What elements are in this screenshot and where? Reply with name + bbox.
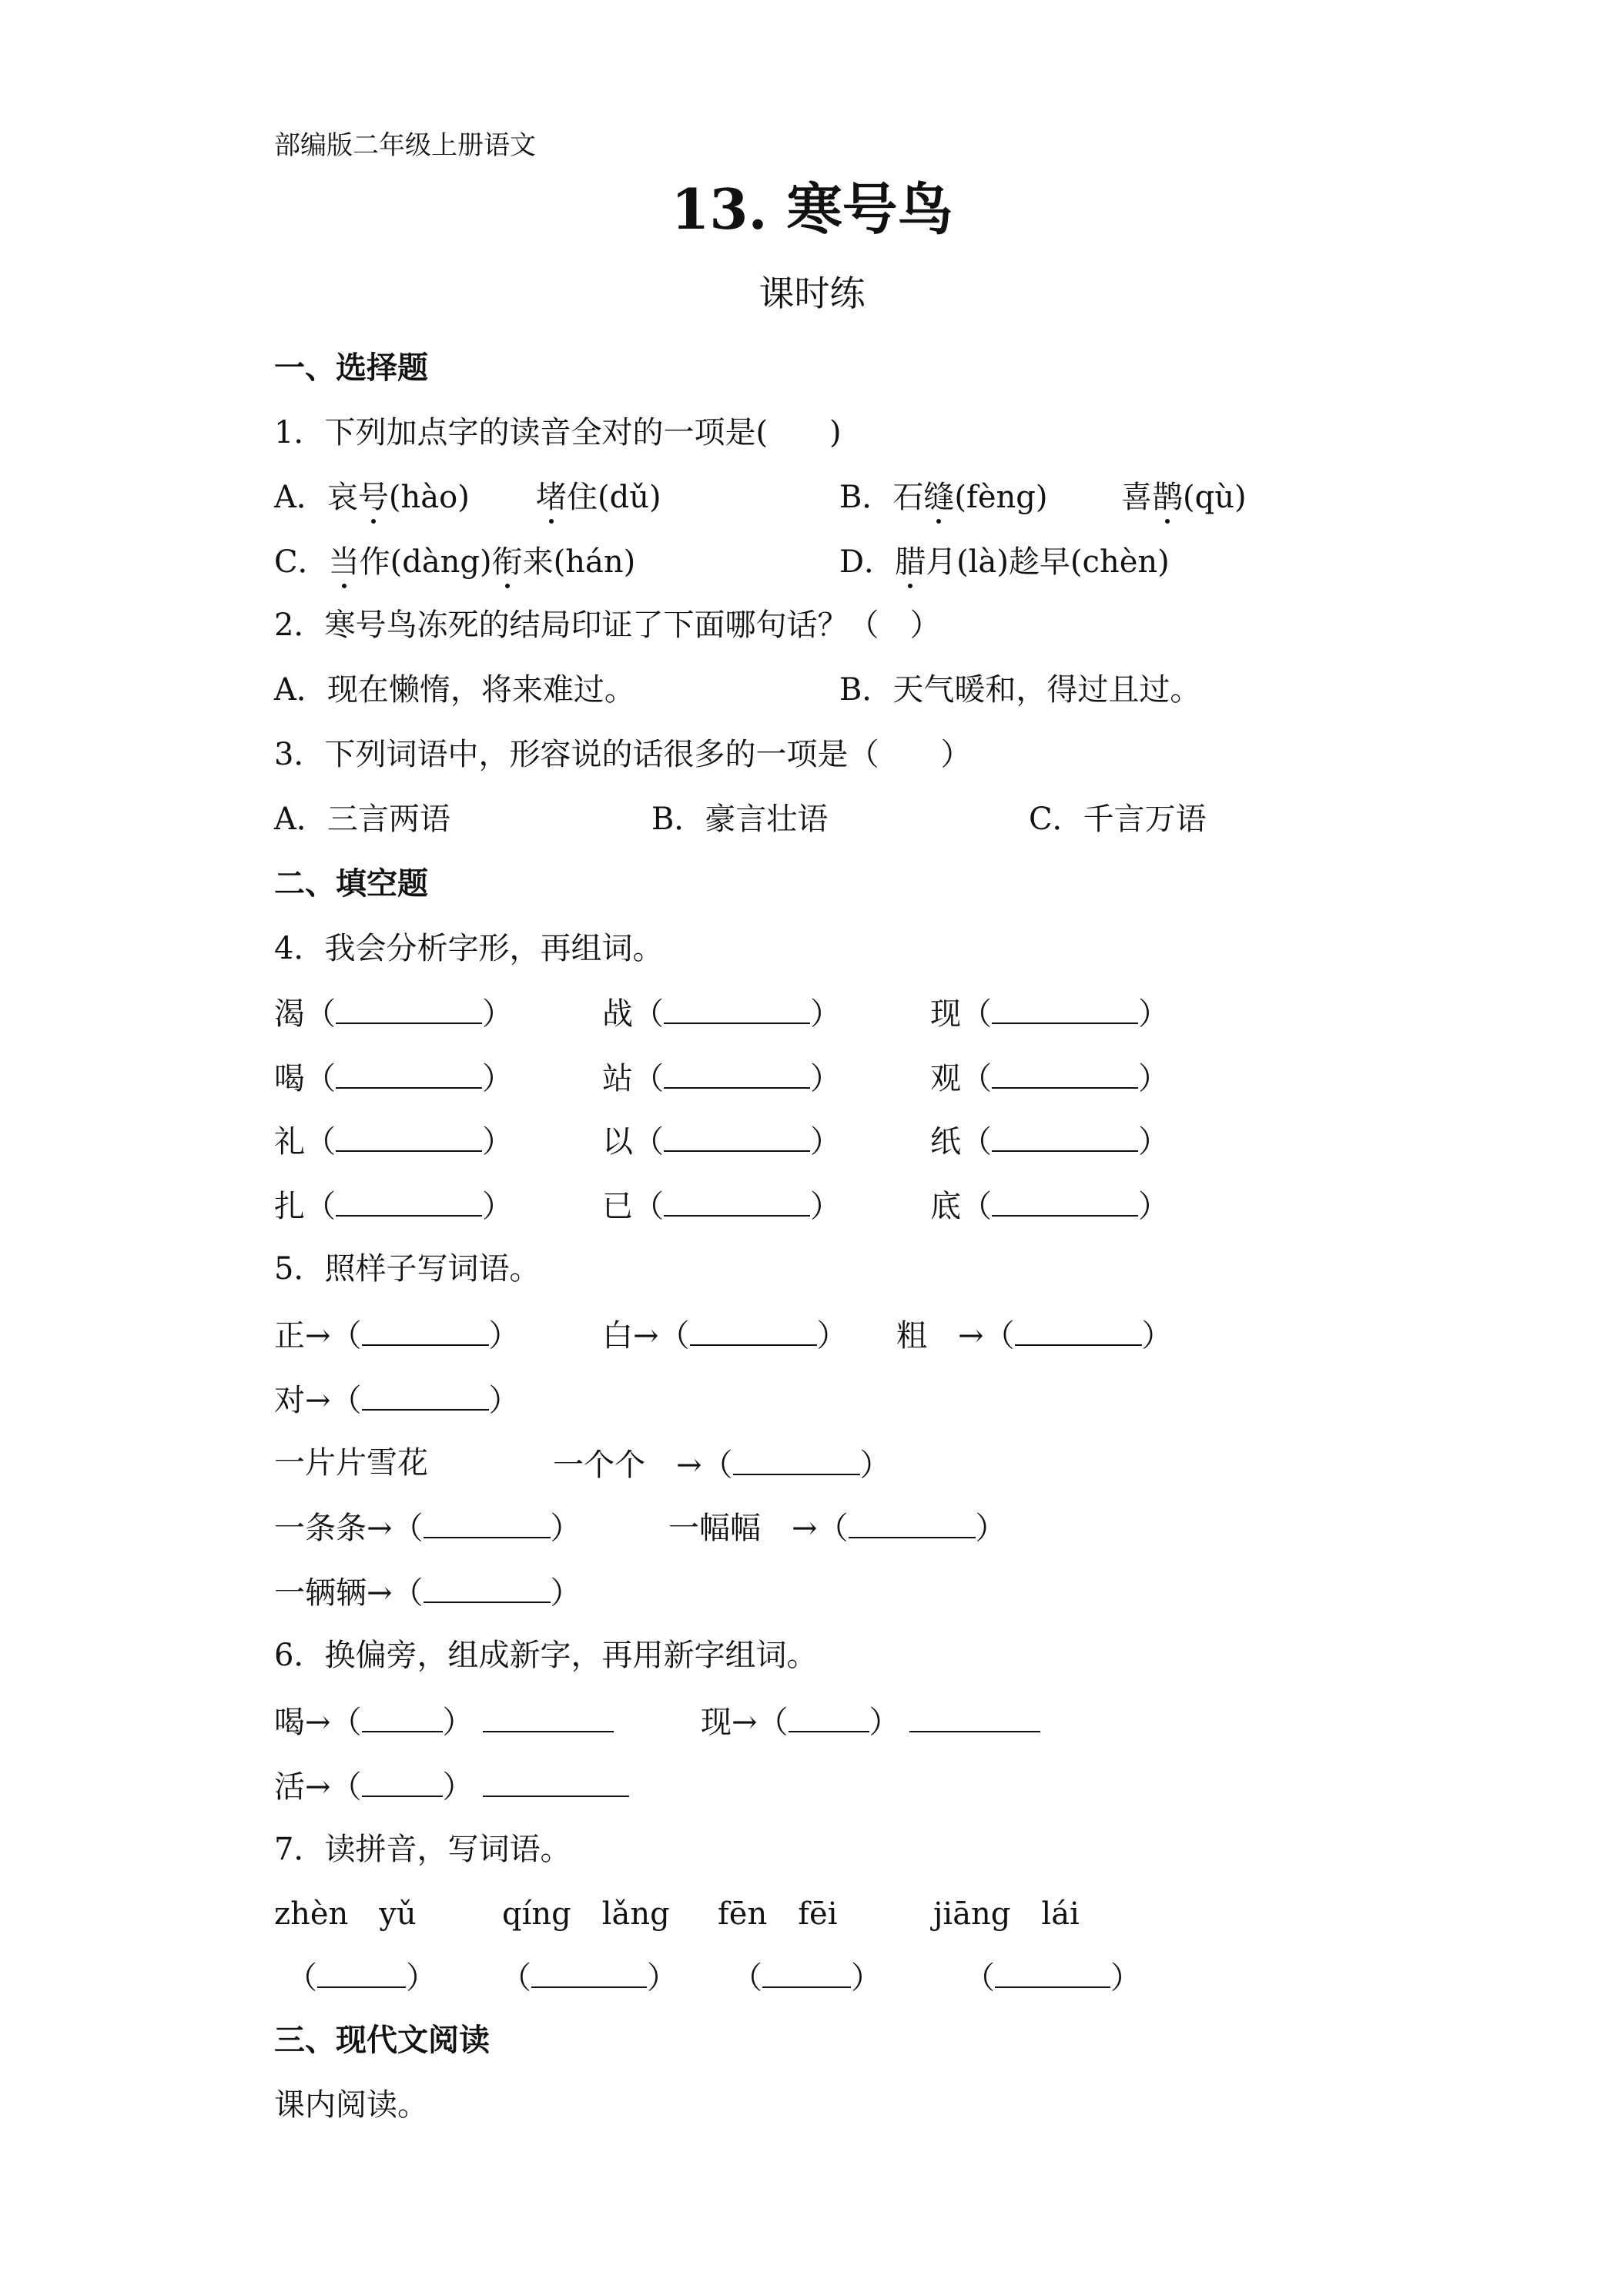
question-3-option-c: C．千言万语 [1029,802,1207,837]
section-fill-heading: 二、填空题 [274,866,428,902]
answer-blank[interactable] [995,1960,1110,1988]
answer-blank[interactable] [317,1960,406,1988]
answer-blank[interactable] [664,1189,810,1217]
question-1-option-d: D．腊月(là)趁早(chèn) [839,544,1170,580]
q5-item: 对→（ ） [274,1383,520,1418]
question-1-option-b: B．石缝(fèng) [839,480,1048,515]
question-5-stem: 5．照样子写词语。 [274,1251,541,1287]
question-1-option-c: C．当作(dàng)衔来(hán) [274,544,636,580]
question-6-stem: 6．换偏旁，组成新字，再用新字组词。 [274,1638,818,1673]
question-2-stem: 2．寒号鸟冻死的结局印证了下面哪句话？（ ） [274,607,941,643]
question-1-option-a-word2: 堵住(dǔ) [536,480,661,515]
answer-blank[interactable] [789,1705,869,1732]
q4-item: 礼（ ） [274,1124,513,1160]
q4-item: 底（ ） [930,1189,1169,1224]
pinyin-1: zhèn yǔ [274,1896,417,1932]
page-subtitle: 课时练 [758,273,866,314]
answer-blank[interactable] [362,1318,489,1346]
pinyin-3: fēn fēi [718,1896,838,1932]
answer-blank[interactable] [664,1124,810,1152]
q4-item: 战（ ） [602,996,841,1032]
question-4-stem: 4．我会分析字形，再组词。 [274,931,664,966]
answer-blank[interactable] [992,1061,1138,1089]
answer-blank[interactable] [424,1511,551,1538]
question-2-option-b: B．天气暖和，得过且过。 [839,672,1201,708]
answer-blank[interactable] [762,1960,851,1988]
answer-blank[interactable] [362,1383,489,1411]
answer-blank[interactable] [336,1124,482,1152]
q4-item: 观（ ） [930,1061,1169,1096]
answer-blank[interactable] [664,1061,810,1089]
answer-blank[interactable] [483,1769,629,1797]
q5-item: 一条条→（ ） [274,1511,581,1546]
q5-item: 白→（ ） [602,1318,848,1354]
answer-blank[interactable] [362,1705,443,1732]
answer-blank[interactable] [424,1575,551,1603]
reading-intro: 课内阅读。 [274,2087,428,2123]
answer-blank[interactable] [336,996,482,1024]
q7-item: （ ） [964,1960,1141,1996]
answer-blank[interactable] [483,1705,614,1732]
question-1-option-b-word2: 喜鹊(qù) [1121,480,1247,515]
answer-blank[interactable] [336,1189,482,1217]
q4-item: 以（ ） [602,1124,841,1160]
q5-item: 一辆辆→（ ） [274,1575,581,1611]
q5-item: 一幅幅 →（ ） [668,1511,1006,1546]
q5-example: 一片片雪花 [274,1445,428,1481]
answer-blank[interactable] [733,1448,860,1475]
question-1-stem: 1．下列加点字的读音全对的一项是( ) [274,415,842,450]
q6-item: 现→（ ） [701,1705,1040,1738]
answer-blank[interactable] [362,1769,443,1797]
q4-item: 扎（ ） [274,1189,513,1224]
question-3-option-b: B．豪言壮语 [651,802,829,837]
pinyin-2: qíng lǎng [502,1896,670,1932]
q5-item: 正→（ ） [274,1318,520,1354]
section-reading-heading: 三、现代文阅读 [274,2023,490,2058]
answer-blank[interactable] [992,1124,1138,1152]
q4-item: 纸（ ） [930,1124,1169,1160]
answer-blank[interactable] [336,1061,482,1089]
q5-item: 粗 →（ ） [896,1318,1173,1354]
answer-blank[interactable] [909,1705,1040,1732]
q4-item: 喝（ ） [274,1061,513,1096]
answer-blank[interactable] [992,996,1138,1024]
book-name: 部编版二年级上册语文 [274,130,536,161]
question-3-stem: 3．下列词语中，形容说的话很多的一项是（ ） [274,737,972,772]
page-title: 13. 寒号鸟 [671,176,953,242]
q7-item: （ ） [732,1960,882,1996]
q4-item: 渴（ ） [274,996,513,1032]
answer-blank[interactable] [664,996,810,1024]
q4-item: 已（ ） [602,1189,841,1224]
question-7-stem: 7．读拼音，写词语。 [274,1832,571,1867]
question-2-option-a: A．现在懒惰，将来难过。 [274,672,635,708]
q4-item: 现（ ） [930,996,1169,1032]
q7-item: （ ） [501,1960,678,1996]
answer-blank[interactable] [992,1189,1138,1217]
pinyin-4: jiāng lái [933,1896,1080,1932]
q5-item: 一个个 →（ ） [553,1448,891,1483]
answer-blank[interactable] [1015,1318,1142,1346]
answer-blank[interactable] [531,1960,647,1988]
question-3-option-a: A．三言两语 [274,802,450,837]
answer-blank[interactable] [849,1511,976,1538]
q6-item: 活→（ ） [274,1769,629,1802]
answer-blank[interactable] [690,1318,817,1346]
question-1-option-a: A．哀号(hào) [274,480,470,515]
q7-item: （ ） [286,1960,437,1996]
section-choice-heading: 一、选择题 [274,350,428,386]
q4-item: 站（ ） [602,1061,841,1096]
q6-item: 喝→（ ） [274,1705,614,1738]
